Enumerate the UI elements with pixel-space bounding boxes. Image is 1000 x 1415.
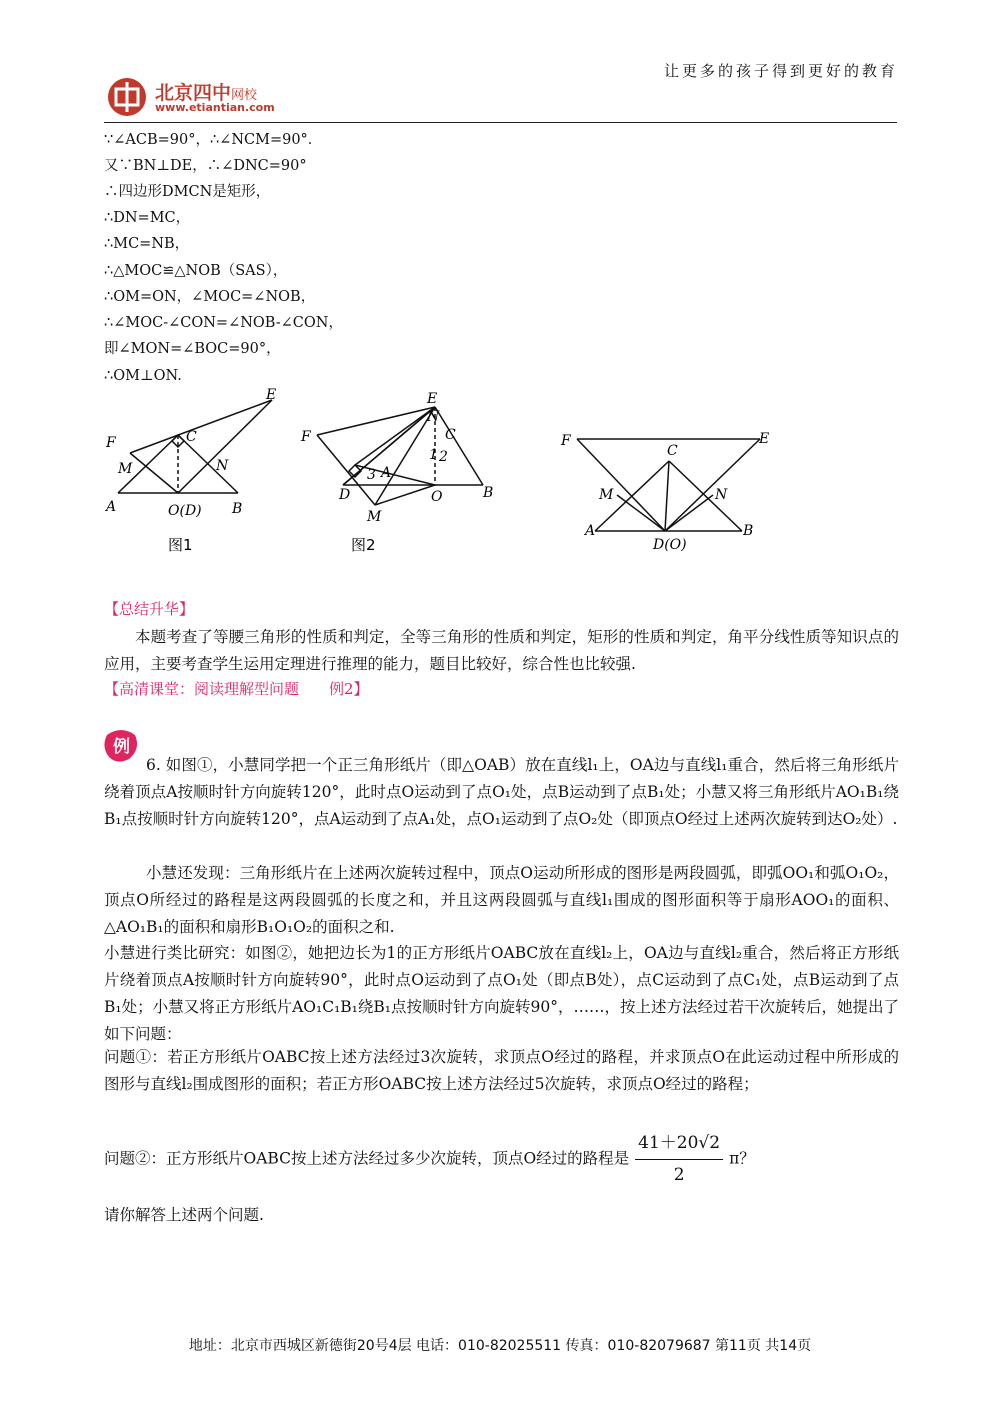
problem-paragraph: 6. 如图①，小慧同学把一个正三角形纸片（即△OAB）放在直线l₁上，OA边与直线l₁重合，然后将三角形纸片绕着顶点A按顺时针方向旋转120°，此时点O运动到了点O₁处，点B运动到了点B₁处；小慧又将三角形纸片AO₁B₁绕B₁点按顺时针方向旋转120°，点A运动到了点A₁处，点O₁运动到了点O₂处（即顶点O经过上述两次旋转到达O₂处）. xyxy=(104,756,899,828)
problem-paragraph: 小慧进行类比研究：如图②，她把边长为1的正方形纸片OABC放在直线l₂上，OA边与直线l₂重合，然后将正方形纸片绕着顶点A按顺时针方向旋转90°，此时点O运动到了点O₁处（即点B处），点C运动到了点C₁处，点B运动到了点B₁处；小慧又将正方形纸片AO₁C₁B₁绕B₁点按顺时针方向旋转90°，……，按上述方法经过若干次旋转后，她提出了如下问题： xyxy=(104,944,899,1043)
proof-line: ∴△MOC≌△NOB（SAS）， xyxy=(104,263,288,279)
fig1-label: C xyxy=(186,429,197,445)
summary-title: 【总结升华】 xyxy=(104,600,195,618)
svg-text:例: 例 xyxy=(113,737,130,757)
fig3-label: E xyxy=(759,431,770,447)
fig2-label: O xyxy=(431,489,443,505)
logo-url: www.etiantian.com xyxy=(155,101,275,114)
fig2-label: 3 xyxy=(367,467,376,483)
proof-line: ∴DN=MC， xyxy=(104,210,191,226)
fig2-label: D xyxy=(339,487,351,503)
proof-line: ∴MC=NB， xyxy=(104,236,190,252)
footer: 地址：北京市西城区新德街20号4层 电话：010-82025511 传真：010-82079687 第11页 共14页 xyxy=(188,1338,812,1354)
problem-question-2: 问题②：正方形纸片OABC按上述方法经过多少次旋转，顶点O经过的路程是 $\frac{41+20√2}{2}$ π？ xyxy=(104,1130,899,1189)
fig1-label: O(D) xyxy=(168,503,202,519)
fig2-label: 1 xyxy=(429,447,438,463)
fig3-label: D(O) xyxy=(653,537,687,553)
fig2-label: E xyxy=(427,391,438,407)
figure-2 xyxy=(295,385,505,560)
fig3-label: A xyxy=(585,523,596,539)
fig2-label: M xyxy=(367,509,382,525)
figure-1-caption: 图1 xyxy=(168,536,193,554)
logo-name: 北京四中网校 xyxy=(155,82,258,104)
fig2-label: N xyxy=(427,409,440,425)
problem-paragraph: 小慧还发现：三角形纸片在上述两次旋转过程中，顶点O运动所形成的图形是两段圆弧，即弧OO₁和弧O₁O₂，顶点O所经过的路程是这两段圆弧的长度之和，并且这两段圆弧与直线l₁围成的图形面积等于扇形AOO₁的面积、△AO₁B₁的面积和扇形B₁O₁O₂的面积之和. xyxy=(104,864,899,936)
fig3-label: B xyxy=(743,523,754,539)
problem-closing: 请你解答上述两个问题. xyxy=(104,1206,264,1224)
fig2-label: B xyxy=(483,485,494,501)
figure-3 xyxy=(555,425,785,560)
proof-line: 即∠MON=∠BOC=90°， xyxy=(104,341,281,357)
summary-text: 本题考查了等腰三角形的性质和判定，全等三角形的性质和判定，矩形的性质和判定，角平分线性质等知识点的应用，主要考查学生运用定理进行推理的能力，题目比较好，综合性也比较强. xyxy=(104,628,899,673)
proof-line: 又∵BN⊥DE，∴∠DNC=90° xyxy=(104,158,307,174)
proof-line: ∴OM=ON，∠MOC=∠NOB， xyxy=(104,289,316,305)
figure-2-caption: 图2 xyxy=(351,536,376,554)
fig3-label: M xyxy=(599,487,614,503)
proof-line: ∴OM⊥ON. xyxy=(104,368,182,384)
fig3-label: N xyxy=(715,487,728,503)
fig1-label: N xyxy=(216,458,229,474)
header-divider xyxy=(104,122,897,123)
fig1-label: E xyxy=(266,387,277,403)
fig2-label: 2 xyxy=(439,449,448,465)
header-slogan: 让更多的孩子得到更好的教育 xyxy=(663,62,898,80)
fig2-label: F xyxy=(301,429,311,445)
proof-line: ∵∠ACB=90°，∴∠NCM=90°． xyxy=(104,132,323,148)
figure-1 xyxy=(100,385,290,560)
problem-paragraph: 问题①：若正方形纸片OABC按上述方法经过3次旋转，求顶点O经过的路程，并求顶点O在此运动过程中所形成的图形与直线l₂围成图形的面积；若正方形OABC按上述方法经过5次旋转，求顶点O经过的路程； xyxy=(104,1048,899,1093)
fig2-label: C xyxy=(445,427,456,443)
fig3-label: C xyxy=(667,443,678,459)
fraction: $\frac{41+20√2}{2}$ xyxy=(635,1130,723,1189)
fig2-label: A xyxy=(381,465,392,481)
fig1-label: M xyxy=(118,461,133,477)
fig3-label: F xyxy=(561,433,571,449)
proof-line: ∴四边形DMCN是矩形， xyxy=(104,184,271,200)
fig1-label: A xyxy=(106,499,117,515)
fig1-label: F xyxy=(106,435,116,451)
logo-icon xyxy=(104,76,150,118)
fig1-label: B xyxy=(232,501,243,517)
proof-line: ∴∠MOC-∠CON=∠NOB-∠CON， xyxy=(104,315,343,331)
classroom-title: 【高清课堂：阅读理解型问题 例2】 xyxy=(104,680,369,698)
